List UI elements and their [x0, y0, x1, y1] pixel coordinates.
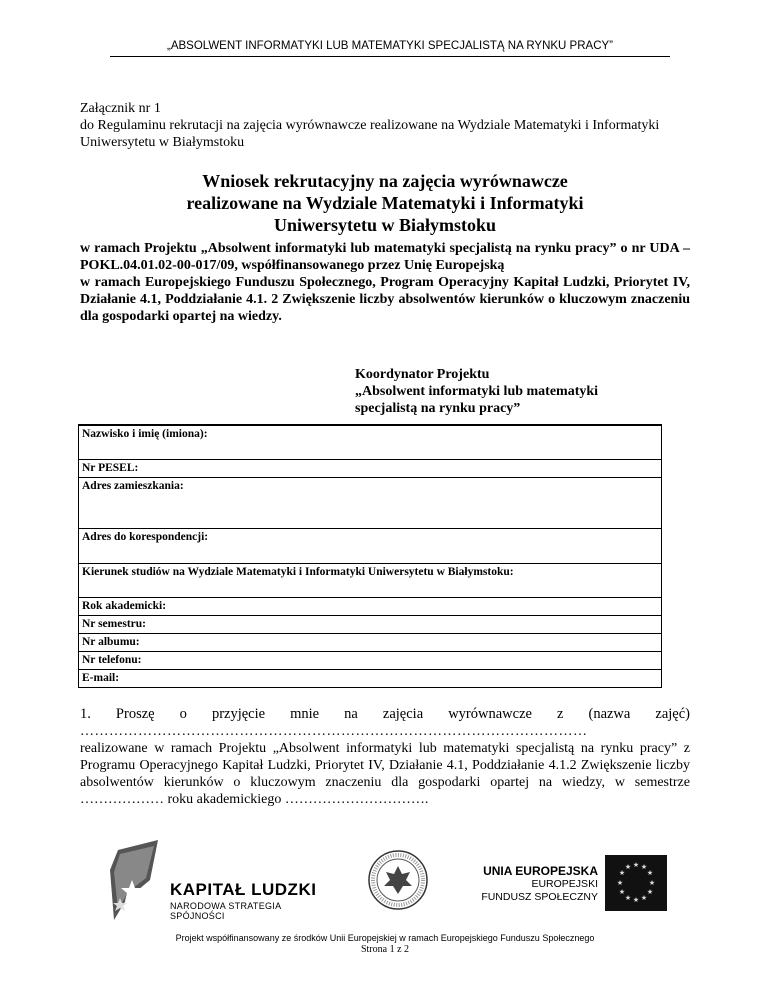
album-field[interactable]	[79, 634, 662, 652]
academic-year-field[interactable]	[79, 598, 662, 616]
coordinator-line-1: Koordynator Projektu	[355, 367, 490, 382]
request-rest: realizowane w ramach Projektu „Absolwent informatyki lub matematyki specjalistą na rynku pracy” z Programu Operacyjnego Kapitał Ludzki, Priorytet IV, Działanie 4.1, Poddziałanie 4.1.2 Zwiększenie liczby absolwentów kierunków o kluczowym znaczeniu dla gospodarki opartej na wiedzy, w semestrze ……………… roku akademickiego ………………………….	[80, 741, 690, 807]
phone-label: Nr telefonu:	[82, 654, 142, 666]
word-10: (nazwa	[588, 706, 631, 722]
word-4: przyjęcie	[211, 706, 266, 722]
eu-subtitle-2: FUNDUSZ SPOŁECZNY	[481, 891, 598, 903]
form-row-address	[79, 478, 662, 529]
application-form-table	[78, 424, 662, 688]
form-row-name	[79, 425, 662, 460]
coordinator-line-2: „Absolwent informatyki lub matematyki	[355, 384, 599, 399]
email-label: E-mail:	[82, 672, 120, 684]
name-label: Nazwisko i imię (imiona):	[82, 428, 208, 440]
svg-text:★: ★	[624, 894, 632, 902]
word-9: z	[557, 706, 564, 722]
kapital-ludzki-subtitle: NARODOWA STRATEGIA SPÓJNOŚCI	[170, 901, 281, 921]
svg-text:★: ★	[640, 863, 648, 871]
request-first-line	[80, 706, 690, 723]
pesel-label: Nr PESEL:	[82, 462, 139, 474]
form-row-phone	[79, 652, 662, 670]
eu-title: UNIA EUROPEJSKA	[483, 864, 598, 878]
attachment-description: do Regulaminu rekrutacji na zajęcia wyrównawcze realizowane na Wydziale Matematyki i Informatyki Uniwersytetu w Białymstoku	[80, 118, 660, 150]
semester-field[interactable]	[79, 616, 662, 634]
correspondence-field[interactable]	[79, 529, 662, 564]
academic-year-label: Rok akademicki:	[82, 600, 167, 612]
attachment-note	[80, 100, 690, 151]
form-row-email	[79, 670, 662, 688]
svg-text:★: ★	[624, 863, 632, 871]
form-row-correspondence	[79, 529, 662, 564]
svg-text:★: ★	[618, 869, 626, 877]
eu-text-logo	[460, 864, 598, 904]
title-line-1: Wniosek rekrutacyjny na zajęcia wyrównawcze	[202, 171, 568, 191]
word-11: zajęć)	[655, 706, 690, 722]
eu-subtitle-1: EUROPEJSKI	[531, 878, 598, 890]
kapital-ludzki-text	[170, 880, 320, 921]
form-row-pesel	[79, 460, 662, 478]
intro-paragraph-1: w ramach Projektu „Absolwent informatyki lub matematyki specjalistą na rynku pracy” o nr UDA – POKL.04.01.02-00-017/09, współfinansowanego przez Unię Europejską	[80, 241, 690, 273]
request-paragraph	[80, 706, 690, 808]
word-6: na	[344, 706, 358, 722]
kapital-ludzki-title: KAPITAŁ LUDZKI	[170, 880, 317, 899]
page-number: Strona 1 z 2	[360, 944, 410, 955]
address-field[interactable]	[79, 478, 662, 529]
svg-text:★: ★	[618, 888, 626, 896]
svg-text:★: ★	[646, 888, 654, 896]
form-row-semester	[79, 616, 662, 634]
svg-text:★: ★	[632, 861, 640, 869]
field-of-study-field[interactable]	[79, 564, 662, 598]
logo-bar	[110, 840, 660, 925]
album-label: Nr albumu:	[82, 636, 140, 648]
form-row-academic-year	[79, 598, 662, 616]
word-2: Proszę	[115, 706, 155, 722]
word-8: wyrównawcze	[448, 706, 532, 722]
kapital-ludzki-logo-icon	[110, 840, 168, 920]
eu-flag-icon	[605, 855, 667, 911]
course-name-blank[interactable]: ……………………………………………………………………………………………	[80, 724, 588, 739]
svg-text:★: ★	[640, 894, 648, 902]
title-line-3: Uniwersytetu w Białymstoku	[273, 215, 496, 235]
attachment-number: Załącznik nr 1	[80, 101, 161, 116]
semester-label: Nr semestru:	[82, 618, 146, 630]
form-row-album	[79, 634, 662, 652]
word-7: zajęcia	[382, 706, 424, 722]
address-label: Adres zamieszkania:	[82, 480, 184, 492]
title-line-2: realizowane na Wydziale Matematyki i Informatyki	[186, 193, 584, 213]
cofinancing-note: Projekt współfinansowany ze środków Unii Europejskiej w ramach Europejskiego Funduszu Społecznego	[175, 933, 595, 943]
kapital-ludzki-logo	[110, 840, 320, 920]
svg-text:★: ★	[646, 869, 654, 877]
phone-field[interactable]	[79, 652, 662, 670]
coordinator-line-3: specjalistą na rynku pracy”	[355, 401, 521, 416]
word-3: o	[179, 706, 187, 722]
page-header: „ABSOLWENT INFORMATYKI LUB MATEMATYKI SPECJALISTĄ NA RYNKU PRACY”	[110, 40, 670, 57]
svg-text:★: ★	[616, 879, 624, 887]
pesel-field[interactable]	[79, 460, 662, 478]
word-1: 1.	[80, 706, 91, 722]
project-intro	[80, 240, 690, 325]
email-field[interactable]	[79, 670, 662, 688]
form-row-field-of-study	[79, 564, 662, 598]
svg-text:★: ★	[632, 896, 640, 904]
page-footer	[80, 932, 690, 956]
university-seal-icon	[368, 850, 428, 910]
svg-text:★: ★	[648, 879, 656, 887]
document-title	[80, 170, 690, 236]
word-5: mnie	[290, 706, 320, 722]
correspondence-label: Adres do korespondencji:	[82, 531, 209, 543]
name-field[interactable]	[79, 425, 662, 460]
intro-paragraph-2: w ramach Europejskiego Funduszu Społecznego, Program Operacyjny Kapitał Ludzki, Priorytet IV, Działanie 4.1, Poddziałanie 4.1. 2 Zwiększenie liczby absolwentów kierunków o kluczowym znaczeniu dla gospodarki opartej na wiedzy.	[80, 275, 690, 324]
field-of-study-label: Kierunek studiów na Wydziale Matematyki i Informatyki Uniwersytetu w Białymstoku:	[82, 566, 514, 578]
coordinator-address	[355, 366, 685, 417]
